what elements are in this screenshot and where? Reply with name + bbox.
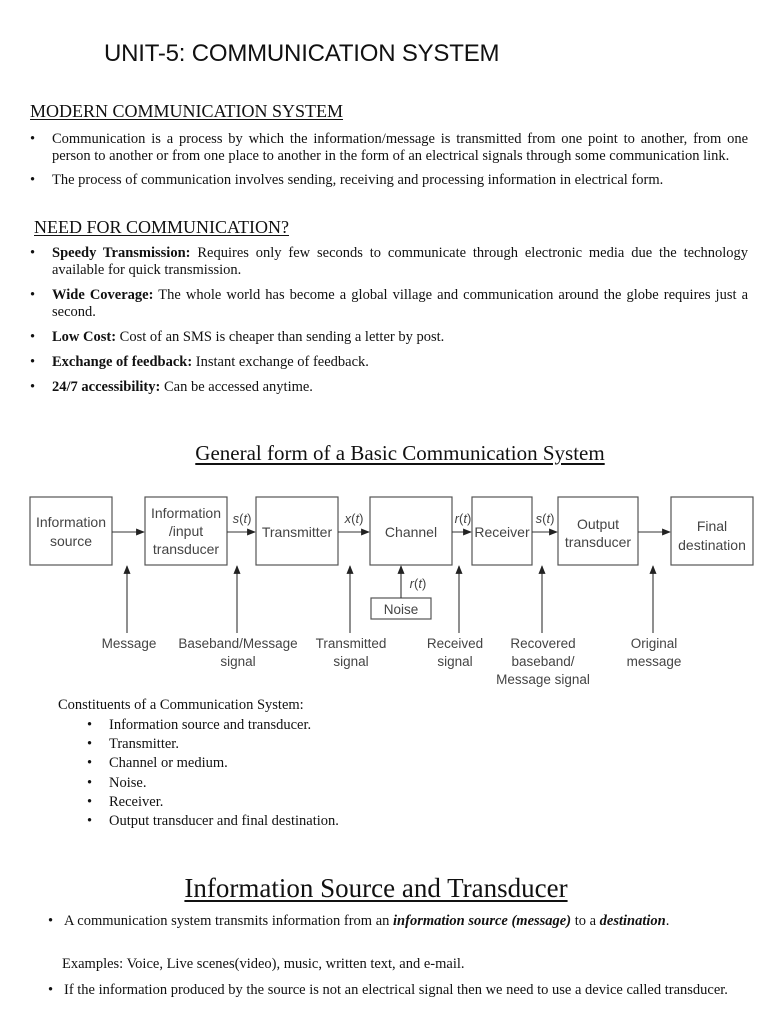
constituents-heading: Constituents of a Communication System: [58, 697, 304, 713]
communication-system-block-diagram [0, 480, 768, 690]
transducer-paragraph: • If the information produced by the source is not an electrical signal then we need to use a device called transducer. [48, 982, 728, 998]
section-heading-information-source: Information Source and Transducer [184, 873, 568, 903]
list-item: • Exchange of feedback: Instant exchange of feedback. [30, 354, 369, 370]
block-final-destination [671, 497, 753, 565]
list-item: • 24/7 accessibility: Can be accessed anytime. [30, 379, 313, 395]
svg-text:Receiver: Receiver [474, 524, 530, 540]
signal-label-s-t: s(t) [232, 511, 252, 526]
list-item: • Communication is a process by which the information/message is transmitted from one point to another, from one person to another or from one place to another in the form of an electrical signals through some communication link. [30, 131, 748, 164]
svg-text:Noise: Noise [383, 602, 419, 617]
label-recovered-baseband: Recovered baseband/ Message signal [496, 636, 590, 687]
block-output-transducer [558, 497, 638, 565]
block-noise [371, 598, 431, 619]
signal-label-s-t-recovered: s(t) [535, 511, 555, 526]
list-item: • Speedy Transmission: Requires only few seconds to communicate through electronic media due the technology available for quick transmission. [30, 245, 749, 278]
list-item: • Output transducer and final destination. [87, 813, 339, 830]
constituents-list [87, 716, 339, 831]
svg-text:Informationsource: Information source [35, 514, 107, 549]
block-input-transducer [145, 497, 227, 565]
page-title: UNIT-5: COMMUNICATION SYSTEM [104, 40, 500, 67]
list-item: • Transmitter. [87, 736, 179, 753]
list-item: • Low Cost: Cost of an SMS is cheaper than sending a letter by post. [30, 329, 445, 345]
block-information-source [30, 497, 112, 565]
label-original-message: Original message [626, 636, 682, 669]
noise-signal-label: r(t) [409, 576, 427, 591]
label-message: Message [101, 636, 157, 651]
list-item: • Information source and transducer. [87, 717, 312, 733]
svg-text:Channel: Channel [384, 524, 438, 540]
need-for-communication-list [30, 245, 748, 396]
list-item: • Channel or medium. [87, 755, 228, 772]
diagram-title: General form of a Basic Communication System [195, 441, 605, 465]
list-item: • Receiver. [87, 793, 164, 810]
examples-line: Examples: Voice, Live scenes(video), music, written text, and e-mail. [62, 956, 465, 972]
label-baseband-message-signal: Baseband/Message signal [178, 636, 298, 669]
section-heading-modern-communication: MODERN COMMUNICATION SYSTEM [30, 101, 344, 121]
svg-text:Transmitter: Transmitter [261, 524, 333, 540]
label-received-signal: Received signal [426, 636, 484, 669]
modern-communication-list [30, 131, 748, 189]
svg-text:Information/inputtransducer: Information /input transducer [150, 505, 222, 557]
list-item: • Noise. [87, 774, 147, 791]
block-channel [370, 497, 452, 565]
signal-label-r-t: r(t) [454, 511, 472, 526]
list-item: • The process of communication involves sending, receiving and processing information in electrical form. [30, 172, 664, 188]
block-receiver [472, 497, 532, 565]
block-transmitter [256, 497, 338, 565]
svg-text:Finaldestination: Final destination [678, 518, 746, 553]
list-item: • Wide Coverage: The whole world has become a global village and communication around the globe requires just a second. [30, 287, 749, 320]
label-transmitted-signal: Transmitted signal [315, 636, 387, 669]
signal-label-x-t: x(t) [344, 511, 364, 526]
section-heading-need-for-communication: NEED FOR COMMUNICATION? [34, 217, 289, 237]
svg-text:Outputtransducer: Output transducer [564, 516, 632, 550]
info-source-paragraph: • A communication system transmits information from an information source (message) to a destination. [48, 913, 670, 929]
